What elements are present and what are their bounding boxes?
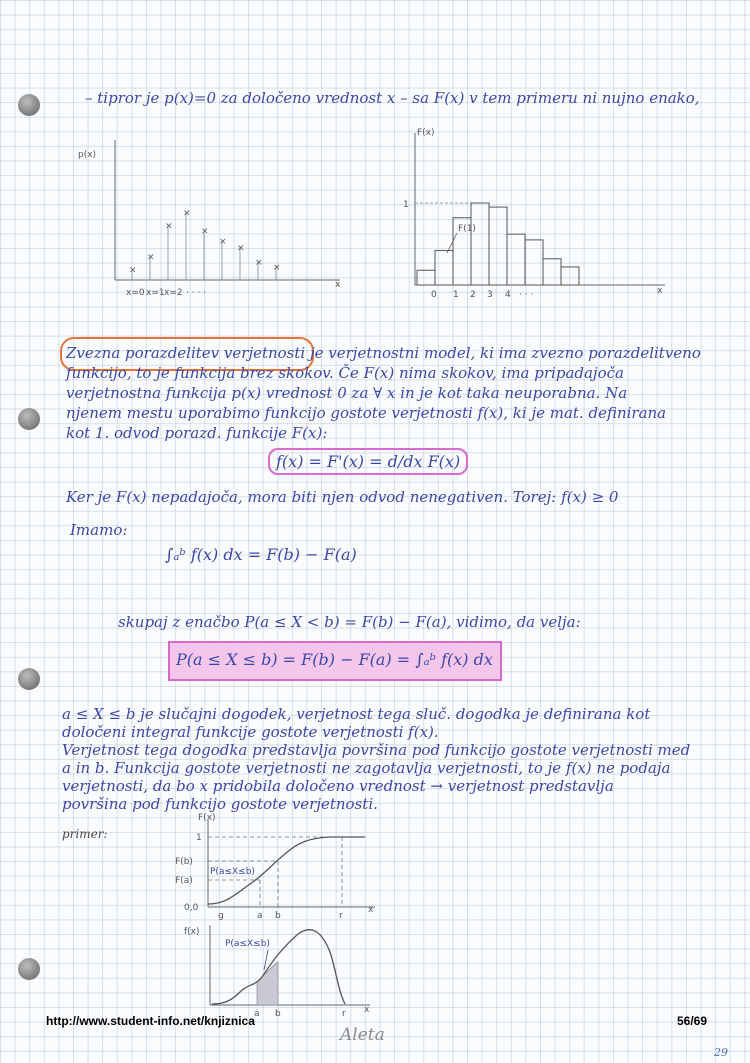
para3-line: a ≤ X ≤ b je slučajni dogodek, verjetnost tega sluč. dogodka je definirana kot bbox=[62, 705, 651, 723]
y-axis-label: p(x) bbox=[78, 150, 97, 160]
stem-point: × bbox=[165, 221, 173, 232]
x-tick-label: 1 bbox=[453, 290, 459, 300]
x-tick-label: r bbox=[342, 1009, 346, 1019]
stem-point: × bbox=[201, 226, 209, 237]
y-tick-label: 1 bbox=[403, 200, 409, 210]
y-tick-label: 0,0 bbox=[184, 903, 199, 913]
x-tick-label: 2 bbox=[470, 290, 476, 300]
y-tick-label: F(a) bbox=[175, 876, 193, 886]
x-tick-label: 4 bbox=[505, 290, 511, 300]
para3-line: površina pod funkcijo gostote verjetnosti. bbox=[62, 795, 378, 813]
x-tick-label: g bbox=[218, 911, 224, 921]
equation-boxed: P(a ≤ X ≤ b) = F(b) − F(a) = ∫ₐᵇ f(x) dx bbox=[168, 641, 502, 681]
step-bar bbox=[543, 259, 561, 285]
x-tick-label: b bbox=[275, 911, 281, 921]
stem-point: × bbox=[237, 243, 245, 254]
y-tick-label: F(b) bbox=[175, 857, 193, 867]
binder-hole bbox=[18, 958, 40, 980]
chart-distribution-steps bbox=[395, 125, 675, 305]
line-skupaj: skupaj z enačbo P(a ≤ X < b) = F(b) − F(a), vidimo, da velja: bbox=[118, 613, 581, 631]
step-bar bbox=[561, 267, 579, 285]
x-tick-label: x=1 bbox=[146, 288, 165, 298]
para2: Ker je F(x) nepadajoča, mora biti njen odvod nenegativen. Torej: f(x) ≥ 0 bbox=[66, 488, 619, 506]
stem-point: × bbox=[183, 208, 191, 219]
x-tick-label: x=0 bbox=[126, 288, 145, 298]
para3-line: verjetnosti, da bo x pridobila določeno vrednost → verjetnost predstavlja bbox=[62, 777, 614, 795]
corner-page-number: 29 bbox=[714, 1046, 728, 1059]
binder-hole bbox=[18, 668, 40, 690]
para1-line: njenem mestu uporabimo funkcijo gostote verjetnosti f(x), ki je mat. definirana bbox=[66, 404, 667, 422]
step-bar bbox=[417, 270, 435, 285]
step-bar bbox=[435, 251, 453, 285]
x-tick-label: r bbox=[339, 911, 343, 921]
stem-point: × bbox=[255, 257, 263, 268]
step-bar bbox=[507, 234, 525, 285]
x-tick-label: · · · bbox=[519, 290, 534, 300]
stem-group bbox=[129, 208, 281, 280]
annotation: F(1) bbox=[458, 224, 476, 234]
binder-hole bbox=[18, 94, 40, 116]
y-axis-label: f(x) bbox=[184, 927, 200, 937]
stem-point: × bbox=[147, 252, 155, 263]
y-axis-label: F(x) bbox=[198, 813, 216, 823]
stem-point: × bbox=[219, 237, 227, 247]
x-tick-label: x=2 bbox=[164, 288, 183, 298]
chart-density-curve bbox=[180, 920, 380, 1020]
para3-line: Verjetnost tega dogodka predstavlja površina pod funkcijo gostote verjetnosti med bbox=[62, 741, 691, 759]
chart-cdf-curve bbox=[170, 812, 390, 920]
primer-label: primer: bbox=[62, 827, 108, 841]
step-bar bbox=[489, 207, 507, 285]
x-tick-label: 0 bbox=[431, 290, 437, 300]
x-tick-label: a bbox=[254, 1009, 260, 1019]
annotation: P(a≤X≤b) bbox=[210, 867, 255, 877]
x-axis-label: x bbox=[364, 1005, 370, 1015]
imamo-label: Imamo: bbox=[70, 521, 128, 539]
bar-group bbox=[417, 203, 579, 285]
chart-probability-function bbox=[70, 135, 360, 305]
para1-line: kot 1. odvod porazd. funkcije F(x): bbox=[66, 424, 328, 442]
x-tick-label: · · · · bbox=[186, 288, 207, 298]
signature: Aleta bbox=[340, 1025, 385, 1045]
stem-point: × bbox=[273, 263, 281, 273]
step-bar bbox=[525, 240, 543, 285]
step-bar bbox=[471, 203, 489, 285]
stem-point: × bbox=[129, 265, 137, 276]
x-axis-label: x bbox=[368, 905, 374, 915]
x-axis-label: x bbox=[335, 280, 341, 290]
footer-page: 56/69 bbox=[677, 1014, 708, 1028]
para3-line: določeni integral funkcije gostote verjetnosti f(x). bbox=[62, 723, 439, 741]
x-tick-label: a bbox=[257, 911, 263, 921]
annotation: P(a≤X≤b) bbox=[225, 939, 270, 949]
equation-derivative: f(x) = F'(x) = d/dx F(x) bbox=[268, 448, 468, 475]
x-axis-label: x bbox=[657, 286, 663, 296]
y-tick-label: 1 bbox=[196, 833, 202, 843]
equation-integral: ∫ₐᵇ f(x) dx = F(b) − F(a) bbox=[165, 545, 357, 564]
binder-hole bbox=[18, 408, 40, 430]
x-tick-label: 3 bbox=[487, 290, 493, 300]
y-axis-label: F(x) bbox=[417, 128, 435, 138]
footer-url[interactable]: http://www.student-info.net/knjiznica bbox=[46, 1014, 255, 1028]
intro-line: – tipror je p(x)=0 za določeno vrednost x – sa F(x) v tem primeru ni nujno enako, bbox=[85, 89, 700, 107]
para1-line: verjetnostna funkcija p(x) vrednost 0 za ∀ x in je kot taka neuporabna. Na bbox=[66, 384, 628, 402]
x-tick-label: b bbox=[275, 1009, 281, 1019]
para3-line: a in b. Funkcija gostote verjetnosti ne zagotavlja verjetnosti, to je f(x) ne podaja bbox=[62, 759, 671, 777]
para1-line: funkcijo, to je funkcija brez skokov. Če F(x) nima skokov, ima pripadajoča bbox=[66, 364, 624, 382]
para1-line: Zvezna porazdelitev verjetnosti je verjetnostni model, ki ima zvezno porazdelitveno bbox=[66, 344, 701, 362]
